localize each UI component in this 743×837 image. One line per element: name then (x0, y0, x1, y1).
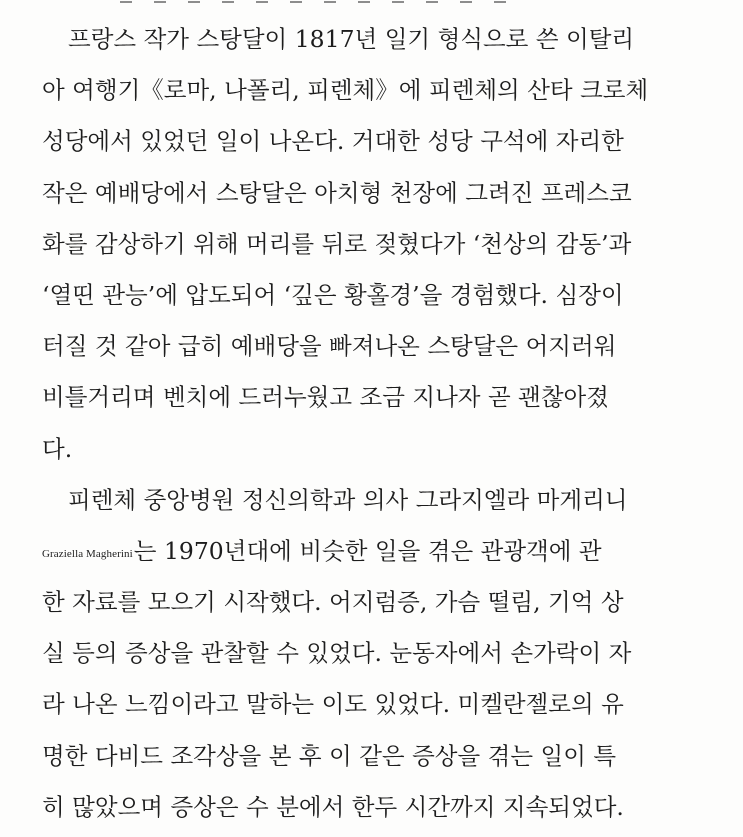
text-line: ‘열띤 관능’에 압도되어 ‘깊은 황홀경’을 경험했다. 심장이 (42, 280, 624, 309)
body-text (42, 14, 710, 833)
text-line-rest: 는 1970년대에 비슷한 일을 겪은 관광객에 관 (133, 536, 602, 565)
text-line: 실 등의 증상을 관찰할 수 있었다. 눈동자에서 손가락이 자 (42, 639, 632, 668)
text-line: 성당에서 있었던 일이 나온다. 거대한 성당 구석에 자리한 (42, 127, 624, 156)
text-line: 라 나온 느낌이라고 말하는 이도 있었다. 미켈란젤로의 유 (42, 690, 624, 719)
text-line: 명한 다비드 조각상을 본 후 이 같은 증상을 겪는 일이 특 (42, 741, 617, 770)
text-line: 다. (42, 434, 73, 463)
text-line: 히 많았으며 증상은 수 분에서 한두 시간까지 지속되었다. (42, 792, 624, 821)
text-line: 화를 감상하기 위해 머리를 뒤로 젖혔다가 ‘천상의 감동’과 (42, 229, 632, 258)
text-line: 작은 예배당에서 스탕달은 아치형 천장에 그려진 프레스코 (42, 178, 632, 207)
text-line: 아 여행기《로마, 나폴리, 피렌체》에 피렌체의 산타 크로체 (42, 76, 649, 105)
text-line: 피렌체 중앙병원 정신의학과 의사 그라지엘라 마게리니 (68, 485, 628, 514)
text-line: 프랑스 작가 스탕달이 1817년 일기 형식으로 쓴 이탈리 (68, 25, 635, 53)
cropped-previous-line (120, 0, 540, 6)
magherini-romanized-name: Graziella Magherini (42, 547, 133, 560)
text-line: 한 자료를 모으기 시작했다. 어지럼증, 가슴 떨림, 기억 상 (42, 588, 624, 617)
text-line: 비틀거리며 벤치에 드러누웠고 조금 지나자 곧 괜찮아졌 (42, 383, 609, 412)
text-line: 터질 것 같아 급히 예배당을 빠져나온 스탕달은 어지러워 (42, 332, 617, 361)
text-line-with-name (42, 526, 710, 577)
